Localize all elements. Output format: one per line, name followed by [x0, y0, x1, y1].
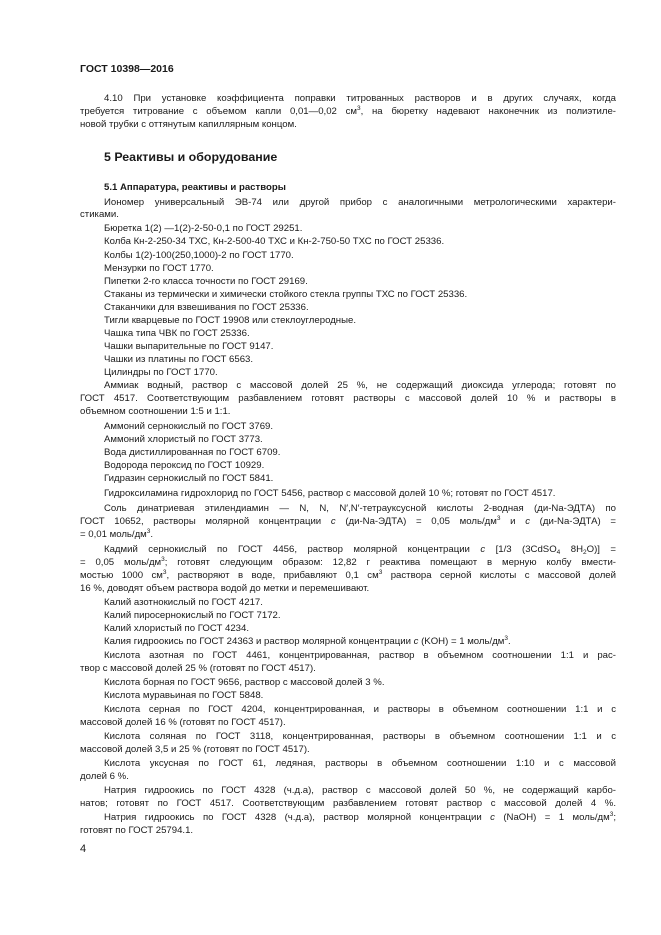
paragraph-line: натов; готовят по ГОСТ 4517. Соответствующим разбавлением готовят раствор с массовой долей 4 %.: [80, 798, 616, 809]
paragraph-line: Иономер универсальный ЭВ-74 или другой прибор с аналогичными метрологическими характери-: [104, 197, 616, 208]
paragraph-line: 4.10 При установке коэффициента поправки титрованных растворов и в других случаях, когда: [104, 93, 616, 104]
paragraph-line: новой трубки с оттянутым капиллярным концом.: [80, 119, 297, 130]
paragraph-line: Кислота серная по ГОСТ 4204, концентрированная, и растворы в объемном соотношении 1:1 и с: [104, 704, 616, 715]
paragraph-line: Кислота азотная по ГОСТ 4461, концентрированная, раствор в объемном соотношении 1:1 и рас-: [104, 650, 616, 661]
subsection-title: 5.1 Аппаратура, реактивы и растворы: [104, 182, 286, 193]
paragraph-line: Натрия гидроокись по ГОСТ 4328 (ч.д.а), раствор с массовой долей 50 %, не содержащий карбо-: [104, 785, 616, 796]
list-item: Цилиндры по ГОСТ 1770.: [104, 367, 218, 378]
list-item: Калий хлористый по ГОСТ 4234.: [104, 623, 250, 634]
paragraph-line: готовят по ГОСТ 25794.1.: [80, 825, 194, 836]
paragraph-line: 16 %, доводят объем раствора водой до метки и перемешивают.: [80, 583, 370, 594]
list-item: Мензурки по ГОСТ 1770.: [104, 263, 214, 274]
list-item: Гидразин сернокислый по ГОСТ 5841.: [104, 473, 274, 484]
paragraph-line: Натрия гидроокись по ГОСТ 4328 (ч.д.а), раствор молярной концентрации с (NaOH) = 1 моль/$дм^3$;: [104, 811, 616, 823]
paragraph-line: = 0,05 моль/$дм^3$; готовят следующим образом: 12,82 г реактива помещают в мерную колбу вмести-: [80, 556, 616, 568]
list-item: Стаканчики для взвешивания по ГОСТ 25336.: [104, 302, 309, 313]
list-item: Чашка типа ЧВК по ГОСТ 25336.: [104, 328, 250, 339]
paragraph-line: долей 6 %.: [80, 771, 129, 782]
paragraph-line: = 0,01 моль/$дм^3$.: [80, 528, 154, 540]
paragraph-line: твор с массовой долей 25 % (готовят по ГОСТ 4517).: [80, 663, 316, 674]
list-item: Тигли кварцевые по ГОСТ 19908 или стеклоуглеродные.: [104, 315, 356, 326]
list-item: Бюретка 1(2) —1(2)-2-50-0,1 по ГОСТ 29251.: [104, 223, 303, 234]
list-item: Водорода пероксид по ГОСТ 10929.: [104, 460, 265, 471]
page-number: 4: [80, 843, 87, 855]
paragraph-line: ГОСТ 10652, растворы молярной концентрации с (ди-Na-ЭДТА) = 0,05 моль/$дм^3$ и с (ди-Na-ЭДТА) =: [80, 515, 616, 527]
list-item: Чашки из платины по ГОСТ 6563.: [104, 354, 254, 365]
paragraph-line: массовой долей 16 % (готовят по ГОСТ 4517).: [80, 717, 286, 728]
paragraph-line: стиками.: [80, 209, 119, 220]
list-item: Калия гидроокись по ГОСТ 24363 и раствор молярной концентрации с (KOH) = 1 моль/$дм^3$.: [104, 635, 511, 647]
section-title: 5 Реактивы и оборудование: [104, 150, 278, 164]
list-item: Кислота борная по ГОСТ 9656, раствор с массовой долей 3 %.: [104, 677, 385, 688]
paragraph-line: требуется титрование с объемом капли 0,01—0,02 $см^3$, на бюретку надевают наконечник из полиэтиле-: [80, 105, 616, 117]
paragraph-line: Кадмий сернокислый по ГОСТ 4456, раствор молярной концентрации с [1/3 (3CdSO$_4$ $8H_2O$)] =: [104, 544, 616, 556]
list-item: Аммоний сернокислый по ГОСТ 3769.: [104, 421, 274, 432]
list-item: Кислота муравьиная по ГОСТ 5848.: [104, 690, 264, 701]
list-item: Калий пиросернокислый по ГОСТ 7172.: [104, 610, 281, 621]
list-item: Колбы 1(2)-100(250,1000)-2 по ГОСТ 1770.: [104, 250, 294, 261]
paragraph-line: мостью 1000 $см^3$, растворяют в воде, прибавляют 0,1 $см^3$ раствора серной кислоты с массовой долей: [80, 569, 617, 581]
paragraph-line: Аммиак водный, раствор с массовой долей 25 %, не содержащий диоксида углерода; готовят по: [104, 380, 616, 391]
list-item: Вода дистиллированная по ГОСТ 6709.: [104, 447, 281, 458]
list-item: Гидроксиламина гидрохлорид по ГОСТ 5456, раствор с массовой долей 10 %; готовят по ГОСТ 4517.: [104, 488, 556, 499]
list-item: Чашки выпарительные по ГОСТ 9147.: [104, 341, 274, 352]
paragraph-line: Соль динатриевая этилендиамин — N, N, N′,N′-тетрауксусной кислоты 2-водная (ди-Na-ЭДТА) по: [104, 503, 616, 514]
list-item: Пипетки 2-го класса точности по ГОСТ 29169.: [104, 276, 308, 287]
list-item: Калий азотнокислый по ГОСТ 4217.: [104, 597, 263, 608]
paragraph-line: ГОСТ 4517. Соответствующим разбавлением готовят растворы с массовой долей 10 % и растворы в: [80, 393, 616, 404]
list-item: Стаканы из термически и химически стойкого стекла группы ТХС по ГОСТ 25336.: [104, 289, 468, 300]
paragraph-line: массовой долей 3,5 и 25 % (готовят по ГОСТ 4517).: [80, 744, 310, 755]
paragraph-line: Кислота уксусная по ГОСТ 61, ледяная, растворы в объемном соотношении 1:10 и с массовой: [104, 758, 616, 769]
document-header: ГОСТ 10398—2016: [80, 63, 174, 75]
list-item: Аммоний хлористый по ГОСТ 3773.: [104, 434, 263, 445]
list-item: Колба Кн-2-250-34 ТХС, Кн-2-500-40 ТХС и Кн-2-750-50 ТХС по ГОСТ 25336.: [104, 236, 445, 247]
paragraph-line: Кислота соляная по ГОСТ 3118, концентрированная, растворы в объемном соотношении 1:1 и с: [104, 731, 616, 742]
paragraph-line: объемном соотношении 1:5 и 1:1.: [80, 406, 231, 417]
